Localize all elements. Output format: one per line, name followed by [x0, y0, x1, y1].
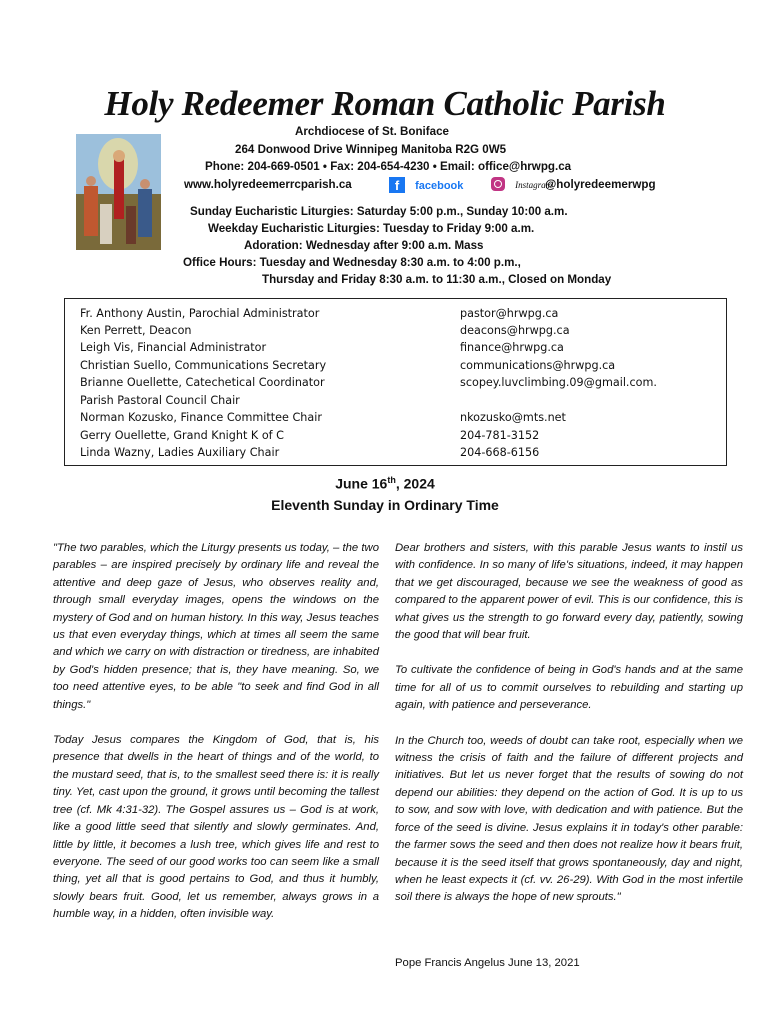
- staff-directory: [64, 298, 727, 466]
- social-handle: @holyredeemerwpg: [545, 178, 656, 191]
- adoration-hours: Adoration: Wednesday after 9:00 a.m. Mass: [244, 239, 484, 252]
- staff-role: Brianne Ouellette, Catechetical Coordinator: [80, 376, 325, 389]
- facebook-icon: f: [389, 177, 405, 193]
- parish-website[interactable]: www.holyredeemerrcparish.ca: [184, 178, 352, 191]
- facebook-link[interactable]: [389, 177, 463, 193]
- staff-contact[interactable]: pastor@hrwpg.ca: [460, 307, 559, 320]
- staff-contact[interactable]: communications@hrwpg.ca: [460, 359, 616, 372]
- reflection-paragraph: Today Jesus compares the Kingdom of God, that is, his presence that dwells in the heart of things and of the world, to the mustard seed, that is, to the smallest seed there is: it is really tiny. Yet, cast upon the ground, it grows until becoming the tallest tree (cf. Mk 4:31-32). The Gospel assures us – God is at work, like a good little seed that silently and slowly germinates. And, little by little, it becomes a lush tree, which gives life and rest to everyone. The seed of our good works too can seem like a small thing, yet all that is good pertains to God, and thus it humbly, slowly bears fruit. Good, let us remember, always grows in a humble way, in a hidden, often invisible way.: [53, 734, 379, 921]
- staff-contact[interactable]: 204-668-6156: [460, 446, 540, 459]
- reflection-paragraph: To cultivate the confidence of being in God's hands and at the same time for all of us to commit ourselves to rebuilding and starting up again, with patience and perseverance.: [395, 664, 743, 712]
- bulletin-date: June 16th, 2024: [335, 475, 435, 492]
- weekday-liturgies: Weekday Eucharistic Liturgies: Tuesday to Friday 9:00 a.m.: [208, 222, 535, 235]
- staff-role: Ken Perrett, Deacon: [80, 324, 192, 337]
- facebook-label: facebook: [415, 180, 464, 192]
- staff-role: Linda Wazny, Ladies Auxiliary Chair: [80, 446, 280, 459]
- staff-role: Norman Kozusko, Finance Committee Chair: [80, 411, 322, 424]
- staff-contact[interactable]: 204-781-3152: [460, 429, 540, 442]
- reflection-paragraph: Dear brothers and sisters, with this parable Jesus wants to instil us with confidence. In so many of life's situations, indeed, it may happen that we get discouraged, because we see the weakness of good as compared to the apparent power of evil. This is our confidence, this is what gives us the strength to go forward every day, patiently, sowing the good that will bear fruit.: [395, 542, 743, 642]
- staff-contact[interactable]: scopey.luvclimbing.09@gmail.com.: [460, 376, 657, 389]
- reflection-left-column: [53, 540, 379, 924]
- parish-name: Holy Redeemer Roman Catholic Parish: [104, 84, 666, 123]
- liturgical-occasion: Eleventh Sunday in Ordinary Time: [271, 497, 499, 513]
- staff-role: Fr. Anthony Austin, Parochial Administrator: [80, 307, 320, 320]
- office-hours-cont: Thursday and Friday 8:30 a.m. to 11:30 a.m., Closed on Monday: [262, 273, 612, 286]
- staff-contact[interactable]: deacons@hrwpg.ca: [460, 324, 570, 337]
- instagram-label: Instagram: [515, 180, 553, 190]
- archdiocese: Archdiocese of St. Boniface: [295, 125, 449, 138]
- parish-address: 264 Donwood Drive Winnipeg Manitoba R2G 0W5: [235, 143, 507, 156]
- office-hours: Office Hours: Tuesday and Wednesday 8:30 a.m. to 4:00 p.m.,: [183, 256, 521, 269]
- sunday-liturgies: Sunday Eucharistic Liturgies: Saturday 5:00 p.m., Sunday 10:00 a.m.: [190, 205, 568, 218]
- staff-role: Leigh Vis, Financial Administrator: [80, 341, 267, 354]
- staff-role: Parish Pastoral Council Chair: [80, 394, 240, 407]
- staff-role: Gerry Ouellette, Grand Knight K of C: [80, 429, 284, 442]
- parish-contact: Phone: 204-669-0501 • Fax: 204-654-4230 • Email: office@hrwpg.ca: [205, 160, 572, 173]
- instagram-link[interactable]: [491, 177, 552, 193]
- reflection-right-column: [395, 540, 743, 907]
- staff-role: Christian Suello, Communications Secretary: [80, 359, 327, 372]
- instagram-icon: [491, 177, 505, 191]
- reflection-citation: Pope Francis Angelus June 13, 2021: [395, 957, 580, 969]
- reflection-paragraph: In the Church too, weeds of doubt can take root, especially when we witness the crisis of faith and the failure of different projects and initiatives. But let us never forget that the results of sowing do not depend our abilities: they depend on the action of God. It is up to us to sow, and sow with love, with dedication and with patience. But the force of the seed is divine. Jesus explains it in today's other parable: the farmer sows the seed and then does not realize how it bears fruit, because it is the seed itself that grows spontaneously, day and night, when he least expects it (cf. vv. 26-29). With God in the most infertile soil there is always the hope of new sprouts.": [395, 734, 743, 904]
- staff-contact[interactable]: finance@hrwpg.ca: [460, 341, 564, 354]
- staff-contact[interactable]: nkozusko@mts.net: [460, 411, 566, 424]
- holy-redeemer-painting: [76, 134, 161, 250]
- reflection-paragraph: "The two parables, which the Liturgy presents us today, – the two parables – are inspired precisely by ordinary life and reveal the attentive and deep gaze of Jesus, who observes reality and, through small everyday images, opens the windows on the mystery of God and on human history. In this way, Jesus teaches us that even everyday things, which at times all seem the same and which we carry on with distraction or tiredness, are inhabited by God's hidden presence; that is, they have meaning. So, we too need attentive eyes, to be able "to seek and find God in all things.": [53, 542, 379, 711]
